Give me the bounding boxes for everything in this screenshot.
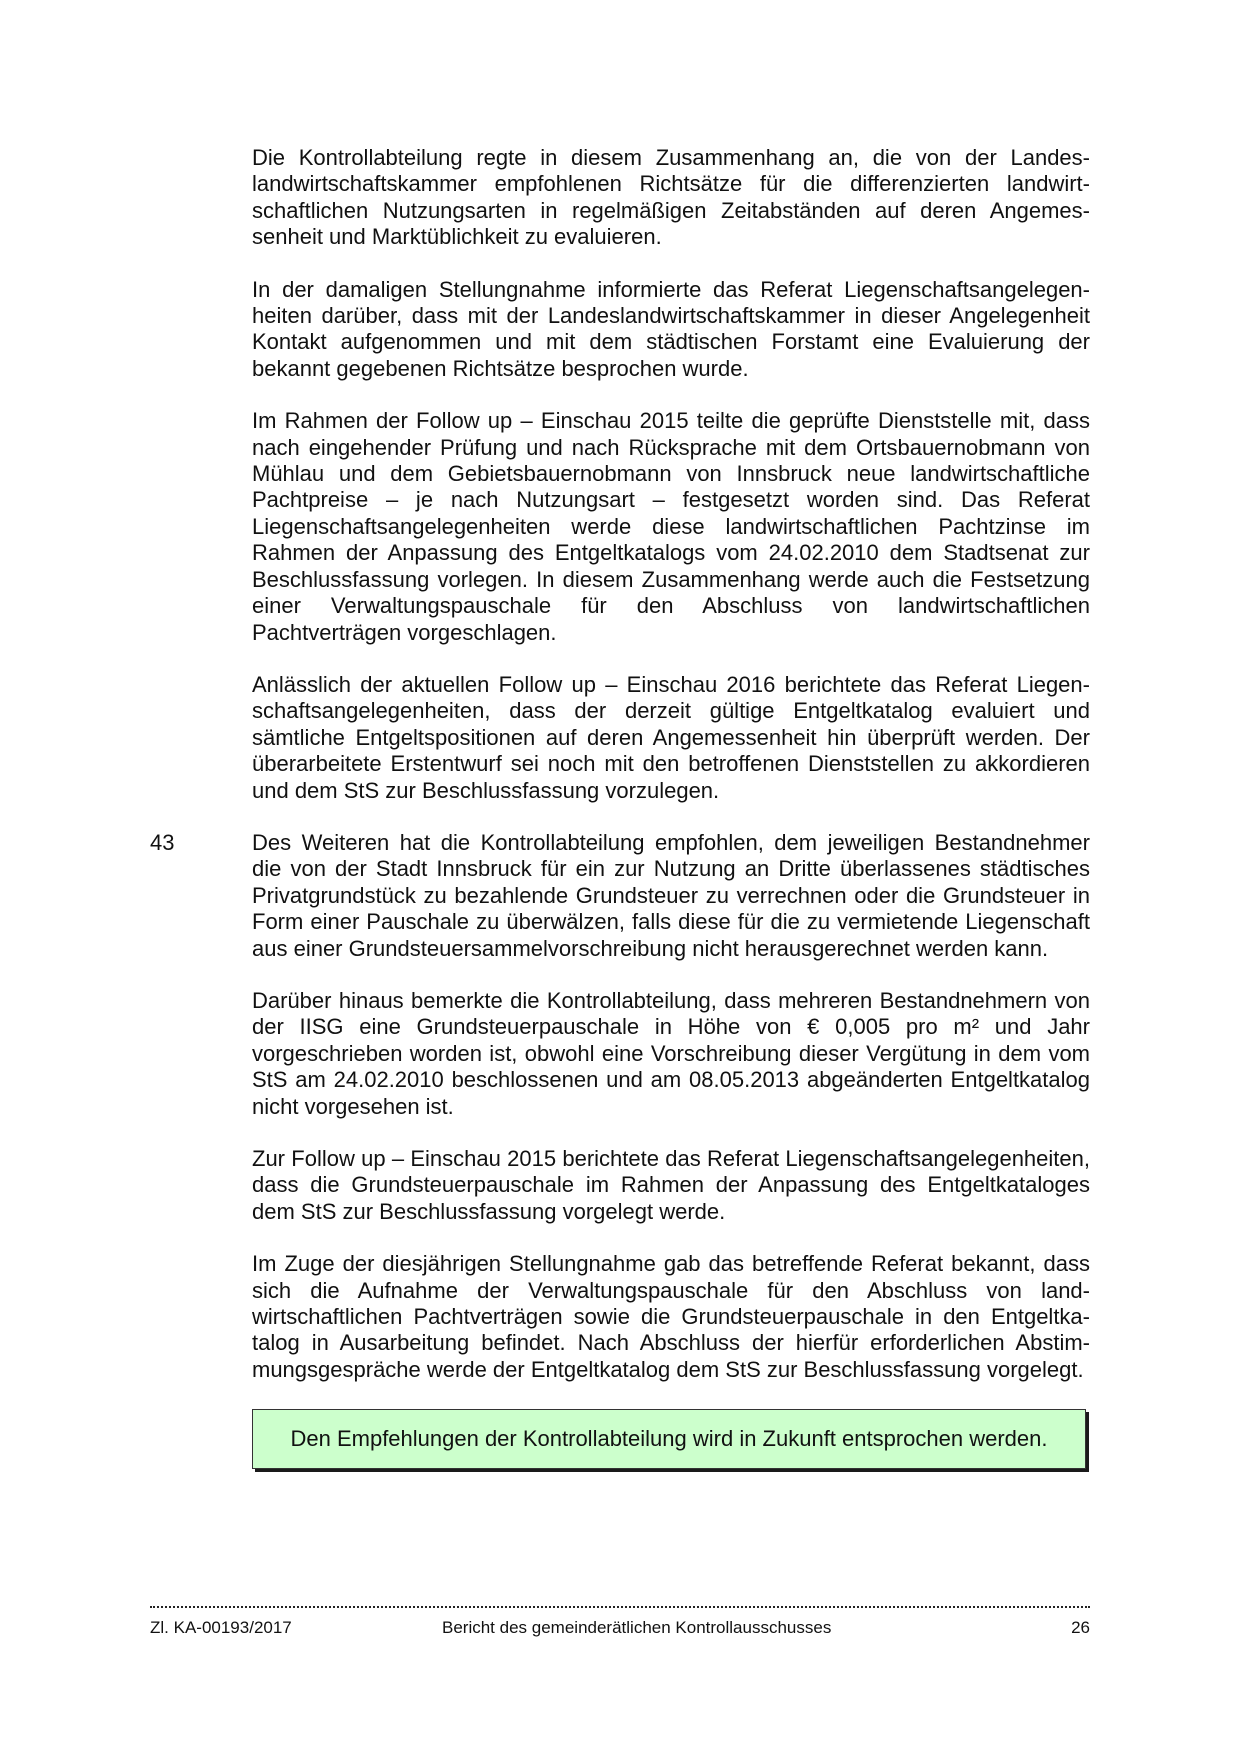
footer-reference: Zl. KA-00193/2017	[150, 1618, 292, 1637]
result-text: Den Empfehlungen der Kontrollabteilung wird in Zukunft entsprochen werden.	[290, 1426, 1048, 1452]
paragraph-prior-statement: In der damaligen Stellungnahme informierte das Referat Liegenschaftsangelegenheiten darüber, dass mit der Landeslandwirtschaftskammer in dieser Angelegenheit Kontakt aufgenommen und mit dem städtischen Forstamt eine Evaluierung der bekannt gegebenen Richtsätze besprochen wurde.	[252, 276, 1090, 381]
footer-title: Bericht des gemeinderätlichen Kontrollausschusses	[442, 1618, 832, 1637]
result-box	[252, 1409, 1086, 1469]
paragraph-followup-2015-tax: Zur Follow up – Einschau 2015 berichtete das Referat Liegenschaftsangelegenheiten, dass die Grundsteuerpauschale im Rahmen der Anpassung des Entgeltkataloges dem StS zur Beschlussfassung vorgelegt werde.	[252, 1146, 1090, 1224]
page-number: 26	[1071, 1618, 1090, 1637]
paragraph-current-statement: Im Zuge der diesjährigen Stellungnahme gab das betreffende Referat bekannt, dass sich die Aufnahme der Verwaltungspauschale für den Abschluss von landwirtschaftlichen Pachtverträgen sowie die Grundsteuerpauschale in den Entgeltkatalog in Ausarbeitung befindet. Nach Abschluss der hierfür erforderlichen Abstimmungsgespräche werde der Entgeltkatalog dem StS zur Beschlussfassung vorgelegt.	[252, 1251, 1090, 1382]
paragraph-recommendation: Die Kontrollabteilung regte in diesem Zusammenhang an, die von der Landeslandwirtschaftskammer empfohlenen Richtsätze für die differenzierten landwirtschaftlichen Nutzungsarten in regelmäßigen Zeitabständen auf deren Angemessenheit und Marktüblichkeit zu evaluieren.	[252, 145, 1090, 250]
footer-dotted-rule	[150, 1606, 1090, 1608]
paragraph-followup-2016: Anlässlich der aktuellen Follow up – Einschau 2016 berichtete das Referat Liegenschaftsangelegenheiten, dass der derzeit gültige Entgeltkatalog evaluiert und sämtliche Entgeltspositionen auf deren Angemessenheit hin überprüft werden. Der überarbeitete Erstentwurf sei noch mit den betroffenen Dienststellen zu akkordieren und dem StS zur Beschlussfassung vorzulegen.	[252, 671, 1090, 803]
paragraph-property-tax-recommendation: Des Weiteren hat die Kontrollabteilung empfohlen, dem jeweiligen Bestandnehmer die von der Stadt Innsbruck für ein zur Nutzung an Dritte überlassenes städtisches Privatgrundstück zu bezahlende Grundsteuer zu verrechnen oder die Grundsteuer in Form einer Pauschale zu überwälzen, falls diese für die zu vermietende Liegenschaft aus einer Grundsteuersammelvorschreibung nicht herausgerechnet werden kann.	[252, 829, 1090, 961]
footer-row	[150, 1618, 1090, 1642]
section-43	[150, 829, 1090, 962]
section-number: 43	[150, 829, 175, 855]
paragraph-followup-2015: Im Rahmen der Follow up – Einschau 2015 teilte die geprüfte Dienststelle mit, dass nach eingehender Prüfung und nach Rücksprache mit dem Ortsbauernobmann von Mühlau und dem Gebietsbauernobmann von Innsbruck neue landwirtschaftliche Pachtpreise – je nach Nutzungsart – festgesetzt worden sind. Das Referat Liegenschaftsangelegenheiten werde diese landwirtschaftlichen Pachtzinse im Rahmen der Anpassung des Entgeltkatalogs vom 24.02.2010 dem Stadtsenat zur Beschlussfassung vorlegen. In diesem Zusammenhang werde auch die Festsetzung einer Verwaltungspauschale für den Abschluss von landwirtschaftlichen Pachtverträgen vorgeschlagen.	[252, 408, 1090, 645]
paragraph-property-tax-flat-rate: Darüber hinaus bemerkte die Kontrollabteilung, dass mehreren Bestandnehmern von der IISG eine Grundsteuerpauschale in Höhe von € 0,005 pro m² und Jahr vorgeschrieben worden ist, obwohl eine Vorschreibung dieser Vergütung in dem vom StS am 24.02.2010 beschlossenen und am 08.05.2013 abgeänderten Entgeltkatalog nicht vorgesehen ist.	[252, 987, 1090, 1119]
page-footer	[150, 1606, 1090, 1642]
report-body	[150, 145, 1090, 1469]
